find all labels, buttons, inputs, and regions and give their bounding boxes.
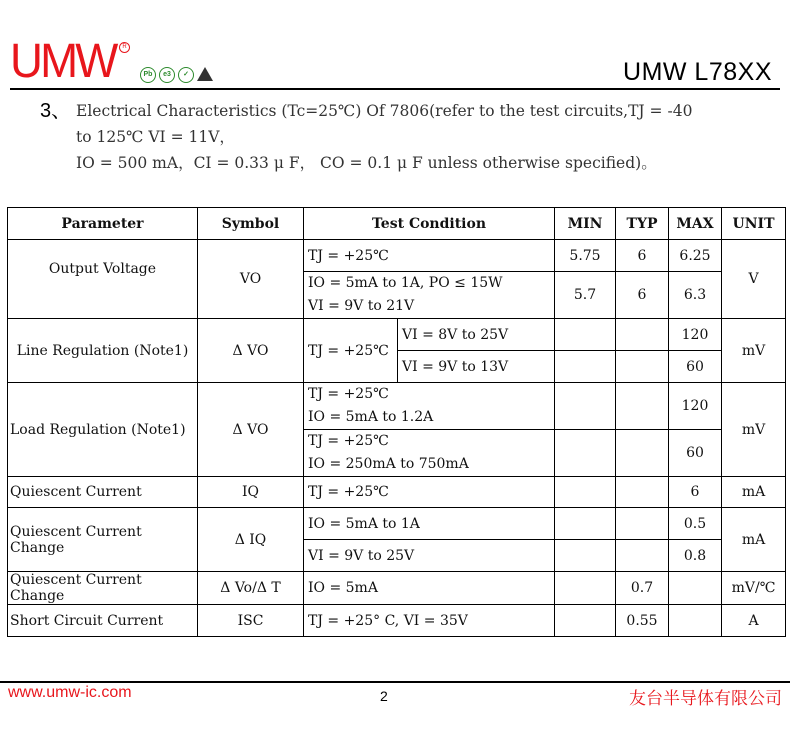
cond-cell: TJ = +25℃ [304, 240, 555, 272]
table-row [8, 319, 786, 351]
rohs-icon: ✓ [178, 67, 194, 83]
cond-cell: IO = 5mA [304, 572, 555, 605]
page-number: 2 [380, 688, 388, 704]
min-cell [555, 430, 616, 477]
typ-cell [616, 430, 669, 477]
table-row [8, 477, 786, 508]
section-number: 3、 [40, 100, 72, 122]
param-quiescent-current-change: Quiescent Current Change [8, 508, 198, 572]
cond-line: TJ = +25℃ [308, 386, 389, 402]
page-header [0, 0, 790, 92]
typ-cell [616, 319, 669, 351]
electrical-characteristics-table [7, 207, 786, 637]
header-max: MAX [669, 208, 722, 240]
table-header-row [8, 208, 786, 240]
unit-cell: A [722, 605, 786, 637]
param-quiescent-current: Quiescent Current [8, 477, 198, 508]
umw-logo: UMW [10, 35, 116, 88]
cond-cell [304, 272, 555, 319]
symbol-iq: IQ [198, 477, 304, 508]
footer-divider [0, 681, 790, 683]
min-cell [555, 540, 616, 572]
max-cell [669, 605, 722, 637]
company-name: 友台半导体有限公司 [629, 689, 782, 709]
max-cell: 0.8 [669, 540, 722, 572]
section-line-2: to 125℃ VI = 11V， [76, 128, 235, 146]
table-row [8, 605, 786, 637]
max-cell: 120 [669, 383, 722, 430]
header-typ: TYP [616, 208, 669, 240]
unit-cell: V [722, 240, 786, 319]
symbol-delta-vo: Δ VO [198, 383, 304, 477]
param-quiescent-current-change-temp: Quiescent Current Change [8, 572, 198, 605]
unit-cell: mV [722, 319, 786, 383]
typ-cell [616, 477, 669, 508]
min-cell [555, 477, 616, 508]
param-load-regulation: Load Regulation (Note1) [8, 383, 198, 477]
typ-cell [616, 383, 669, 430]
typ-cell [616, 508, 669, 540]
symbol-delta-vo: Δ VO [198, 319, 304, 383]
symbol-delta-vo-delta-t: Δ Vo/Δ T [198, 572, 304, 605]
section-line-1: Electrical Characteristics (Tc=25℃) Of 7806(refer to the test circuits,TJ = -40 [76, 102, 693, 120]
typ-cell: 6 [616, 272, 669, 319]
esd-warning-icon [197, 67, 213, 81]
typ-cell: 0.55 [616, 605, 669, 637]
e3-icon: e3 [159, 67, 175, 83]
typ-cell: 0.7 [616, 572, 669, 605]
table-row [8, 240, 786, 272]
cond-line: VI = 9V to 21V [308, 298, 415, 314]
unit-cell: mA [722, 477, 786, 508]
section-intro [40, 98, 780, 176]
min-cell [555, 508, 616, 540]
min-cell [555, 351, 616, 383]
typ-cell [616, 351, 669, 383]
cond-cell: VI = 8V to 25V [398, 319, 555, 351]
cond-cell: TJ = +25℃ [304, 477, 555, 508]
min-cell [555, 605, 616, 637]
cond-line: TJ = +25℃ [308, 433, 389, 449]
cond-cell [304, 430, 555, 477]
max-cell: 60 [669, 351, 722, 383]
min-cell: 5.75 [555, 240, 616, 272]
max-cell: 6 [669, 477, 722, 508]
header-divider [10, 88, 780, 90]
cond-cell: VI = 9V to 25V [304, 540, 555, 572]
cond-cell [304, 383, 555, 430]
max-cell: 0.5 [669, 508, 722, 540]
cond-cell: TJ = +25℃ [304, 319, 398, 383]
symbol-isc: ISC [198, 605, 304, 637]
cond-line: IO = 5mA to 1A, PO ≤ 15W [308, 275, 503, 291]
section-line-3: IO = 500 mA，CI = 0.33 μ F， CO = 0.1 μ F unless otherwise specified)。 [76, 154, 657, 172]
header-unit: UNIT [722, 208, 786, 240]
max-cell: 60 [669, 430, 722, 477]
param-short-circuit-current: Short Circuit Current [8, 605, 198, 637]
part-number: UMW L78XX [623, 58, 772, 86]
table-row [8, 383, 786, 430]
max-cell: 6.3 [669, 272, 722, 319]
table-row [8, 572, 786, 605]
min-cell [555, 572, 616, 605]
typ-cell [616, 540, 669, 572]
header-symbol: Symbol [198, 208, 304, 240]
cond-cell: VI = 9V to 13V [398, 351, 555, 383]
unit-cell: mV/℃ [722, 572, 786, 605]
param-line-regulation: Line Regulation (Note1) [8, 319, 198, 383]
typ-cell: 6 [616, 240, 669, 272]
max-cell: 6.25 [669, 240, 722, 272]
footer-website-link[interactable]: www.umw-ic.com [8, 684, 132, 701]
unit-cell: mV [722, 383, 786, 477]
max-cell [669, 572, 722, 605]
cond-cell: IO = 5mA to 1A [304, 508, 555, 540]
header-test-condition: Test Condition [304, 208, 555, 240]
header-min: MIN [555, 208, 616, 240]
cond-cell: TJ = +25° C, VI = 35V [304, 605, 555, 637]
symbol-delta-iq: Δ IQ [198, 508, 304, 572]
param-output-voltage: Output Voltage [8, 240, 198, 319]
symbol-vo: VO [198, 240, 304, 319]
header-parameter: Parameter [8, 208, 198, 240]
table-row [8, 508, 786, 540]
min-cell [555, 319, 616, 351]
cond-line: IO = 5mA to 1.2A [308, 409, 434, 425]
min-cell: 5.7 [555, 272, 616, 319]
compliance-badges [140, 67, 213, 83]
unit-cell: mA [722, 508, 786, 572]
min-cell [555, 383, 616, 430]
registered-mark-icon: R [119, 42, 130, 53]
pb-free-icon: Pb [140, 67, 156, 83]
cond-line: IO = 250mA to 750mA [308, 456, 469, 472]
max-cell: 120 [669, 319, 722, 351]
